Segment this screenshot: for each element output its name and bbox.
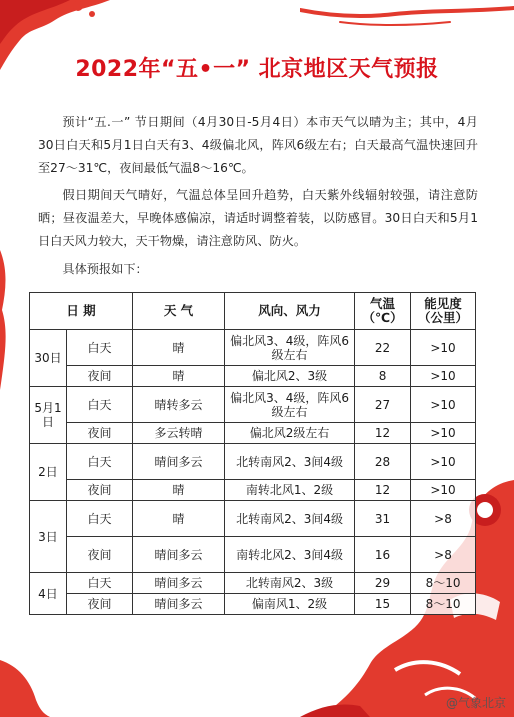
weather-cell: 晴 (133, 366, 225, 387)
header-temperature: 气温（℃） (355, 293, 411, 330)
table-header-row (30, 293, 476, 330)
date-cell: 5月1日 (30, 387, 67, 444)
temp-cell: 29 (355, 573, 411, 594)
top-right-decoration (300, 0, 514, 60)
visibility-cell: >10 (411, 480, 476, 501)
table-row (30, 330, 476, 366)
visibility-cell: >8 (411, 501, 476, 537)
wind-cell: 偏北风3、4级，阵风6级左右 (225, 330, 355, 366)
period-cell: 白天 (67, 573, 133, 594)
table-row (30, 423, 476, 444)
period-cell: 夜间 (67, 537, 133, 573)
wind-cell: 北转南风2、3间4级 (225, 444, 355, 480)
temp-cell: 31 (355, 501, 411, 537)
visibility-cell: 8～10 (411, 573, 476, 594)
weather-cell: 晴间多云 (133, 537, 225, 573)
table-row (30, 387, 476, 423)
page-title: 2022年“五•一” 北京地区天气预报 (75, 57, 439, 82)
visibility-cell: 8～10 (411, 594, 476, 615)
header-wind: 风向、风力 (225, 293, 355, 330)
date-cell: 4日 (30, 573, 67, 615)
temp-cell: 12 (355, 423, 411, 444)
period-cell: 夜间 (67, 423, 133, 444)
period-cell: 夜间 (67, 480, 133, 501)
table-row (30, 501, 476, 537)
visibility-cell: >10 (411, 444, 476, 480)
weather-cell: 晴 (133, 330, 225, 366)
temp-cell: 16 (355, 537, 411, 573)
visibility-cell: >8 (411, 537, 476, 573)
table-row (30, 366, 476, 387)
period-cell: 白天 (67, 444, 133, 480)
left-edge-decoration (0, 250, 12, 390)
table-row (30, 480, 476, 501)
weather-cell: 多云转晴 (133, 423, 225, 444)
wind-cell: 偏北风2、3级 (225, 366, 355, 387)
temp-cell: 27 (355, 387, 411, 423)
date-cell: 30日 (30, 330, 67, 387)
wind-cell: 偏北风2级左右 (225, 423, 355, 444)
visibility-cell: >10 (411, 330, 476, 366)
weather-cell: 晴间多云 (133, 594, 225, 615)
temp-cell: 22 (355, 330, 411, 366)
period-cell: 夜间 (67, 366, 133, 387)
table-row (30, 537, 476, 573)
temp-cell: 8 (355, 366, 411, 387)
wind-cell: 偏南风1、2级 (225, 594, 355, 615)
weibo-watermark: @气象北京 (445, 696, 506, 710)
weather-cell: 晴间多云 (133, 444, 225, 480)
wind-cell: 南转北风1、2级 (225, 480, 355, 501)
temp-cell: 28 (355, 444, 411, 480)
visibility-cell: >10 (411, 366, 476, 387)
weather-cell: 晴 (133, 501, 225, 537)
visibility-cell: >10 (411, 387, 476, 423)
temp-cell: 12 (355, 480, 411, 501)
wind-cell: 北转南风2、3间4级 (225, 501, 355, 537)
table-row (30, 573, 476, 594)
header-visibility: 能见度（公里） (411, 293, 476, 330)
wind-cell: 偏北风3、4级，阵风6级左右 (225, 387, 355, 423)
period-cell: 夜间 (67, 594, 133, 615)
visibility-cell: >10 (411, 423, 476, 444)
weather-cell: 晴 (133, 480, 225, 501)
weather-cell: 晴间多云 (133, 573, 225, 594)
table-row (30, 444, 476, 480)
period-cell: 白天 (67, 330, 133, 366)
wind-cell: 北转南风2、3级 (225, 573, 355, 594)
intro-paragraph: 预计“五.一” 节日期间（4月30日-5月4日）本市天气以晴为主；其中，4月30日白天和5月1日白天有3、4级偏北风，阵风6级左右；白天最高气温快速回升至27～31℃，夜间最低气温8～16℃。 (38, 115, 478, 175)
bottom-left-decoration (0, 640, 70, 717)
weather-cell: 晴转多云 (133, 387, 225, 423)
forecast-table (29, 292, 476, 615)
table-lead-text: 具体预报如下： (62, 262, 148, 276)
header-weather: 天 气 (133, 293, 225, 330)
period-cell: 白天 (67, 501, 133, 537)
date-cell: 2日 (30, 444, 67, 501)
wind-cell: 南转北风2、3间4级 (225, 537, 355, 573)
table-row (30, 594, 476, 615)
date-cell: 3日 (30, 501, 67, 573)
temp-cell: 15 (355, 594, 411, 615)
advice-paragraph: 假日期间天气晴好，气温总体呈回升趋势，白天紫外线辐射较强，请注意防晒；昼夜温差大，早晚体感偏凉，请适时调整着装，以防感冒。30日白天和5月1日白天风力较大，天干物燥，请注意防风、防火。 (38, 188, 478, 248)
header-date: 日 期 (30, 293, 133, 330)
period-cell: 白天 (67, 387, 133, 423)
